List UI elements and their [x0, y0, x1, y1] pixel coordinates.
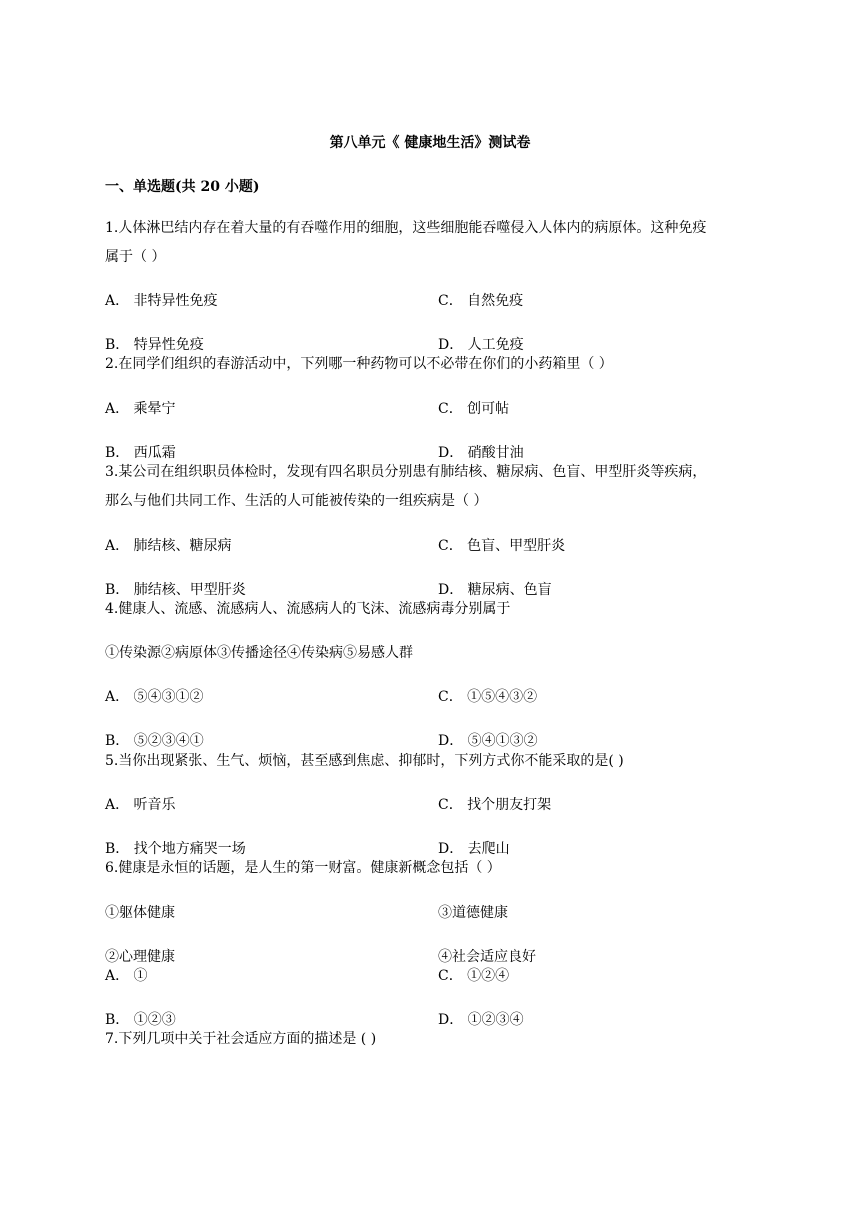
question-4-stem: 4.健康人、流感、流感病人、流感病人的飞沫、流感病毒分别属于 [105, 601, 511, 617]
question-3-option-c: C． 色盲、甲型肝炎 [438, 538, 566, 554]
section-heading: 一、单选题(共 20 小题) [105, 179, 260, 195]
question-1-stem-line-2: 属于（ ） [105, 249, 166, 265]
question-4-option-c: C． ①⑤④③② [438, 689, 538, 705]
question-4-key: ①传染源②病原体③传播途径④传染病⑤易感人群 [105, 645, 413, 661]
question-2-option-a: A． 乘晕宁 [105, 401, 176, 417]
page-title: 第八单元《 健康地生活》测试卷 [329, 135, 531, 151]
question-6-stem: 6.健康是永恒的话题，是人生的第一财富。健康新概念包括（ ） [105, 860, 501, 876]
question-3-option-d: D． 糖尿病、色盲 [438, 582, 552, 598]
question-6-option-a: A． ① [105, 968, 148, 984]
question-3-option-b: B． 肺结核、甲型肝炎 [105, 582, 246, 598]
question-1-option-d: D． 人工免疫 [438, 337, 524, 353]
question-5-option-c: C． 找个朋友打架 [438, 797, 552, 813]
question-2-option-d: D． 硝酸甘油 [438, 445, 524, 461]
question-4-option-d: D． ⑤④①③② [438, 733, 538, 749]
question-1-option-c: C． 自然免疫 [438, 293, 524, 309]
question-6-item-4: ④社会适应良好 [438, 949, 536, 965]
question-6-option-d: D． ①②③④ [438, 1012, 524, 1028]
question-1-option-b: B． 特异性免疫 [105, 337, 204, 353]
question-5-option-d: D． 去爬山 [438, 841, 510, 857]
question-2-option-b: B． 西瓜霜 [105, 445, 176, 461]
question-6-item-1: ①躯体健康 [105, 905, 175, 921]
question-7-stem: 7.下列几项中关于社会适应方面的描述是 ( ) [105, 1031, 377, 1047]
question-5-option-b: B． 找个地方痛哭一场 [105, 841, 246, 857]
question-5-stem: 5.当你出现紧张、生气、烦恼，甚至感到焦虑、抑郁时，下列方式你不能采取的是( ) [105, 753, 624, 769]
question-5-option-a: A． 听音乐 [105, 797, 176, 813]
question-6-option-c: C． ①②④ [438, 968, 510, 984]
question-3-option-a: A． 肺结核、糖尿病 [105, 538, 232, 554]
question-1-stem-line-1: 1.人体淋巴结内存在着大量的有吞噬作用的细胞，这些细胞能吞噬侵入人体内的病原体。这种免疫 [105, 220, 707, 236]
question-6-option-b: B． ①②③ [105, 1012, 176, 1028]
question-2-stem: 2.在同学们组织的春游活动中，下列哪一种药物可以不必带在你们的小药箱里（ ） [105, 356, 613, 372]
question-2-option-c: C． 创可帖 [438, 401, 510, 417]
question-3-stem-line-2: 那么与他们共同工作、生活的人可能被传染的一组疾病是（ ） [105, 493, 488, 509]
question-3-stem-line-1: 3.某公司在组织职员体检时，发现有四名职员分别患有肺结核、糖尿病、色盲、甲型肝炎等疾病， [105, 464, 707, 480]
question-6-item-3: ③道德健康 [438, 905, 508, 921]
question-1-option-a: A． 非特异性免疫 [105, 293, 218, 309]
question-4-option-b: B． ⑤②③④① [105, 733, 204, 749]
question-4-option-a: A． ⑤④③①② [105, 689, 204, 705]
question-6-item-2: ②心理健康 [105, 949, 175, 965]
